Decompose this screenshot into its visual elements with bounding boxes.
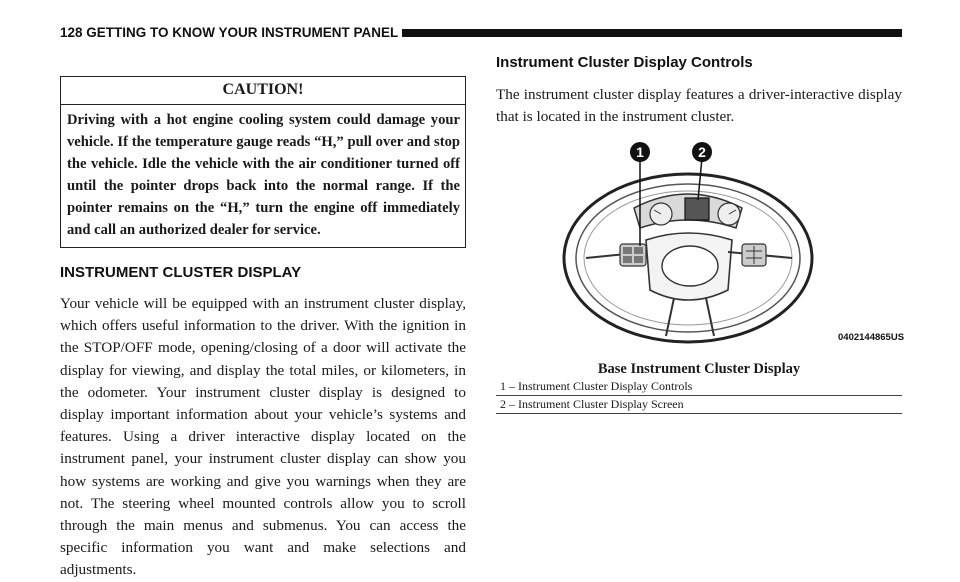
right-body: The instrument cluster display features a driver-interactive display that is located in the instrument cluster. [496, 86, 902, 125]
left-column [60, 76, 466, 582]
steering-wheel-figure [496, 140, 905, 350]
right-column [496, 54, 902, 128]
page-title: 128 GETTING TO KNOW YOUR INSTRUMENT PANEL [60, 25, 399, 40]
section-body: Your vehicle will be equipped with an instrument cluster display, which offers useful information to the driver. With the ignition in the STOP/OFF mode, opening/closing of a door will activate the display for viewing, and display the total miles, or kilometers, in the odometer. Your instrument cluster display is designed to display important information about your vehicle’s systems and features. Using a driver interactive display located on the instrument panel, your instrument cluster display can show you how systems are working and give you warnings when they are not. The steering wheel mounted controls allow you to scroll through the main menus and submenus. You can access the specific information you want and make selections and adjustments. [60, 295, 466, 579]
callout-2: 2 [698, 144, 706, 160]
section-heading: INSTRUMENT CLUSTER DISPLAY [60, 264, 302, 281]
caution-box [60, 76, 466, 248]
legend-item: 1 – Instrument Cluster Display Controls [496, 378, 902, 396]
page-header [0, 22, 960, 46]
right-heading: Instrument Cluster Display Controls [496, 54, 753, 71]
caution-title: CAUTION! [61, 77, 465, 105]
steering-wheel-illustration [496, 140, 905, 350]
callout-1: 1 [636, 144, 644, 160]
header-rule [402, 29, 902, 37]
legend-item: 2 – Instrument Cluster Display Screen [496, 396, 902, 414]
figure-code: 0402144865US [838, 332, 905, 343]
figure-caption: Base Instrument Cluster Display [597, 361, 801, 377]
caution-text: Driving with a hot engine cooling system could damage your vehicle. If the temperature gauge reads “H,” pull over and stop the vehicle. Idle the vehicle with the air conditioner turned off until the pointer drops back into the normal range. If the pointer remains on the “H,” turn the engine off immediately and call an authorized dealer for service. [67, 112, 460, 238]
figure-legend [496, 378, 902, 414]
